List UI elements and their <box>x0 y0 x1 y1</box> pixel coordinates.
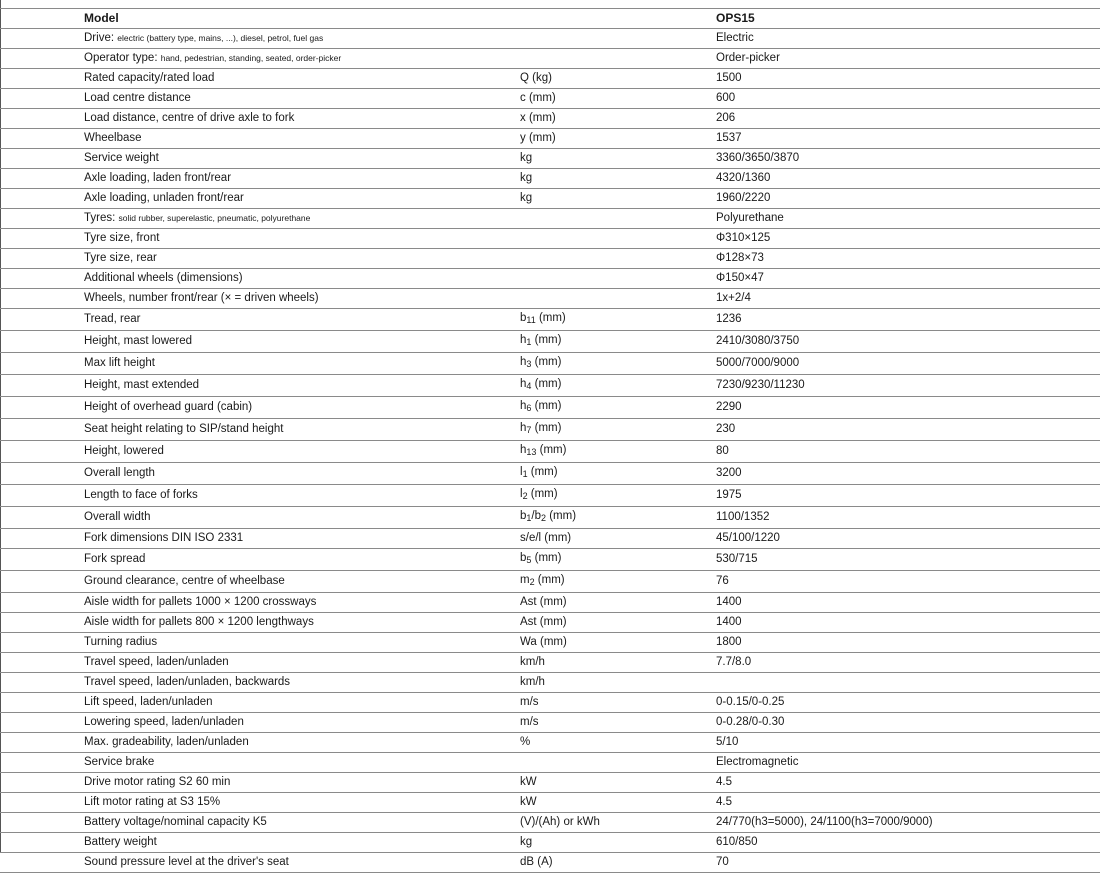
spec-name: Seat height relating to SIP/stand height <box>84 423 284 435</box>
header-unit-cell <box>508 9 702 29</box>
spec-unit: (mm) <box>535 312 566 324</box>
spec-unit: h <box>520 378 527 390</box>
spec-name-cell <box>0 209 508 229</box>
spec-name: Battery voltage/nominal capacity K5 <box>84 816 267 828</box>
spec-value: 7230/9230/11230 <box>702 375 1100 397</box>
spec-unit: b <box>520 552 527 564</box>
spec-unit: h <box>520 422 527 434</box>
spec-note: solid rubber, superelastic, pneumatic, polyurethane <box>118 213 311 223</box>
spec-unit-cell <box>508 169 702 189</box>
spec-name-cell <box>0 189 508 209</box>
spec-unit: (mm) <box>531 400 562 412</box>
table-row <box>0 29 1100 49</box>
spec-unit: dB (A) <box>520 856 553 868</box>
spec-unit: m <box>520 574 530 586</box>
spec-name: Axle loading, laden front/rear <box>84 172 232 184</box>
spec-value: 2410/3080/3750 <box>702 331 1100 353</box>
spec-unit-cell <box>508 673 702 693</box>
table-row <box>0 693 1100 713</box>
spec-unit-cell <box>508 633 702 653</box>
table-row <box>0 571 1100 593</box>
spec-unit: kg <box>520 192 533 204</box>
spec-value: 3200 <box>702 463 1100 485</box>
spec-name-cell <box>0 813 508 833</box>
spec-unit-cell <box>508 89 702 109</box>
table-row <box>0 773 1100 793</box>
spec-unit: b <box>520 510 527 522</box>
spec-value: 2290 <box>702 397 1100 419</box>
table-row <box>0 463 1100 485</box>
spec-name: Tyres: <box>84 212 116 224</box>
spec-note: hand, pedestrian, standing, seated, order-picker <box>160 53 342 63</box>
table-header-row <box>0 9 1100 29</box>
table-row <box>0 89 1100 109</box>
spec-value: 610/850 <box>702 833 1100 853</box>
spec-unit: l <box>520 466 523 478</box>
spec-value: 1236 <box>702 309 1100 331</box>
spec-unit: /b <box>531 510 542 522</box>
spec-unit-cell <box>508 375 702 397</box>
spec-unit-cell <box>508 549 702 571</box>
spec-name: Lift motor rating at S3 15% <box>84 796 221 808</box>
spec-unit-cell <box>508 485 702 507</box>
table-row <box>0 375 1100 397</box>
spec-unit-subscript: 1 <box>526 513 532 523</box>
table-row <box>0 653 1100 673</box>
spec-unit: Q (kg) <box>520 72 552 84</box>
spec-name: Load distance, centre of drive axle to fork <box>84 112 295 124</box>
table-row <box>0 353 1100 375</box>
spec-name: Fork dimensions DIN ISO 2331 <box>84 532 244 544</box>
table-row <box>0 169 1100 189</box>
table-row <box>0 549 1100 571</box>
spec-name-cell <box>0 29 508 49</box>
spec-unit: (mm) <box>531 552 562 564</box>
spec-name: Drive motor rating S2 60 min <box>84 776 231 788</box>
spec-unit-cell <box>508 713 702 733</box>
spec-unit: h <box>520 356 527 368</box>
spec-unit-cell <box>508 853 702 873</box>
spec-name-cell <box>0 693 508 713</box>
spec-name: Operator type: <box>84 52 158 64</box>
spec-unit-cell <box>508 229 702 249</box>
spec-name: Service weight <box>84 152 159 164</box>
spec-value: 1400 <box>702 593 1100 613</box>
table-row <box>0 529 1100 549</box>
spec-value: 1975 <box>702 485 1100 507</box>
spec-name-cell <box>0 397 508 419</box>
spec-unit: (mm) <box>531 356 562 368</box>
spec-value: 1x+2/4 <box>702 289 1100 309</box>
spec-name: Height, mast extended <box>84 379 200 391</box>
spec-unit-cell <box>508 309 702 331</box>
spec-name: Travel speed, laden/unladen, backwards <box>84 676 291 688</box>
spec-name-cell <box>0 853 508 873</box>
spec-name: Tyre size, front <box>84 232 160 244</box>
table-row <box>0 331 1100 353</box>
spec-unit-cell <box>508 813 702 833</box>
spec-name-cell <box>0 419 508 441</box>
spec-value: 530/715 <box>702 549 1100 571</box>
spec-name: Height, lowered <box>84 445 164 457</box>
table-row <box>0 109 1100 129</box>
spec-unit: Wa (mm) <box>520 636 567 648</box>
table-row <box>0 69 1100 89</box>
spec-value: Electric <box>702 29 1100 49</box>
spec-name-cell <box>0 507 508 529</box>
spec-value: 0-0.15/0-0.25 <box>702 693 1100 713</box>
spec-unit-cell <box>508 593 702 613</box>
spec-name-cell <box>0 289 508 309</box>
spec-name-cell <box>0 129 508 149</box>
table-row <box>0 633 1100 653</box>
spec-unit: h <box>520 444 527 456</box>
spec-value: 1100/1352 <box>702 507 1100 529</box>
spec-unit: (mm) <box>546 510 577 522</box>
spec-unit-subscript: 11 <box>526 315 536 325</box>
spec-unit: (mm) <box>531 334 562 346</box>
spec-name: Sound pressure level at the driver's seat <box>84 856 289 868</box>
table-row <box>0 853 1100 873</box>
table-row <box>0 753 1100 773</box>
table-row <box>0 149 1100 169</box>
spec-name-cell <box>0 463 508 485</box>
spec-unit: (mm) <box>531 422 562 434</box>
spec-unit-cell <box>508 693 702 713</box>
spec-name-cell <box>0 593 508 613</box>
spec-name-cell <box>0 331 508 353</box>
table-row <box>0 189 1100 209</box>
spec-unit-cell <box>508 733 702 753</box>
spec-unit-subscript: 2 <box>522 491 528 501</box>
spec-name-cell <box>0 633 508 653</box>
spec-unit: km/h <box>520 656 545 668</box>
spec-name: Rated capacity/rated load <box>84 72 215 84</box>
spec-name: Lift speed, laden/unladen <box>84 696 213 708</box>
spec-name: Service brake <box>84 756 155 768</box>
spec-name: Drive: <box>84 32 115 44</box>
spec-unit: x (mm) <box>520 112 556 124</box>
table-row <box>0 229 1100 249</box>
table-row <box>0 129 1100 149</box>
spec-unit: kg <box>520 836 533 848</box>
spec-name: Overall length <box>84 467 155 479</box>
spec-unit: kW <box>520 776 537 788</box>
spec-unit-cell <box>508 269 702 289</box>
table-row <box>0 833 1100 853</box>
spec-name: Ground clearance, centre of wheelbase <box>84 575 285 587</box>
table-row <box>0 673 1100 693</box>
spec-unit: % <box>520 736 531 748</box>
spec-unit: c (mm) <box>520 92 556 104</box>
spec-unit-cell <box>508 69 702 89</box>
spec-unit-cell <box>508 571 702 593</box>
table-row <box>0 593 1100 613</box>
spec-value: 4.5 <box>702 793 1100 813</box>
spec-unit-subscript: 7 <box>526 425 532 435</box>
spec-unit-cell <box>508 109 702 129</box>
spec-name: Max lift height <box>84 357 155 369</box>
spec-value <box>702 673 1100 693</box>
spec-table-body <box>0 9 1100 873</box>
spec-unit: m/s <box>520 716 539 728</box>
spec-unit: (mm) <box>527 466 558 478</box>
table-row <box>0 397 1100 419</box>
spec-name-cell <box>0 109 508 129</box>
table-row <box>0 269 1100 289</box>
spec-name: Wheels, number front/rear (× = driven wheels) <box>84 292 319 304</box>
spec-name: Battery weight <box>84 836 157 848</box>
spec-name: Travel speed, laden/unladen <box>84 656 229 668</box>
spec-value: Order-picker <box>702 49 1100 69</box>
spec-value: Polyurethane <box>702 209 1100 229</box>
spec-value: 1800 <box>702 633 1100 653</box>
spec-name: Load centre distance <box>84 92 191 104</box>
spec-unit: s/e/l (mm) <box>520 532 572 544</box>
header-model-label: Model <box>0 9 508 29</box>
spec-value: 76 <box>702 571 1100 593</box>
spec-unit-cell <box>508 189 702 209</box>
spec-value: 230 <box>702 419 1100 441</box>
spec-name: Height, mast lowered <box>84 335 193 347</box>
spec-name: Height of overhead guard (cabin) <box>84 401 253 413</box>
spec-name-cell <box>0 773 508 793</box>
spec-name: Tyre size, rear <box>84 252 157 264</box>
table-row <box>0 793 1100 813</box>
spec-unit: kW <box>520 796 537 808</box>
spec-value: 4320/1360 <box>702 169 1100 189</box>
table-row <box>0 613 1100 633</box>
spec-value: 1960/2220 <box>702 189 1100 209</box>
spec-unit-cell <box>508 419 702 441</box>
spec-unit-subscript: 5 <box>526 555 532 565</box>
spec-name: Lowering speed, laden/unladen <box>84 716 244 728</box>
spec-unit: (mm) <box>531 378 562 390</box>
spec-name-cell <box>0 529 508 549</box>
spec-unit: (mm) <box>527 488 558 500</box>
spec-unit: kg <box>520 172 533 184</box>
spec-name-cell <box>0 733 508 753</box>
spec-unit-cell <box>508 49 702 69</box>
spec-name-cell <box>0 673 508 693</box>
spec-unit-subscript: 3 <box>526 359 532 369</box>
spec-name-cell <box>0 249 508 269</box>
table-row <box>0 419 1100 441</box>
spec-name: Aisle width for pallets 1000 × 1200 crossways <box>84 596 317 608</box>
spec-unit-cell <box>508 753 702 773</box>
spec-unit: Ast (mm) <box>520 596 567 608</box>
spec-unit: km/h <box>520 676 545 688</box>
spec-name-cell <box>0 713 508 733</box>
spec-unit-subscript: 4 <box>526 381 532 391</box>
spec-unit-subscript: 6 <box>526 403 532 413</box>
spec-value: 0-0.28/0-0.30 <box>702 713 1100 733</box>
spec-name-cell <box>0 229 508 249</box>
spec-unit-cell <box>508 249 702 269</box>
table-row <box>0 49 1100 69</box>
spec-value: 5000/7000/9000 <box>702 353 1100 375</box>
spec-name-cell <box>0 149 508 169</box>
spec-name: Fork spread <box>84 553 146 565</box>
spec-value: 3360/3650/3870 <box>702 149 1100 169</box>
spec-unit-cell <box>508 653 702 673</box>
spec-unit-subscript: 1 <box>526 337 532 347</box>
spec-value: 80 <box>702 441 1100 463</box>
table-row <box>0 289 1100 309</box>
spec-unit: h <box>520 400 527 412</box>
spec-name: Aisle width for pallets 800 × 1200 lengthways <box>84 616 314 628</box>
spec-unit-cell <box>508 507 702 529</box>
spec-name-cell <box>0 309 508 331</box>
spec-name-cell <box>0 269 508 289</box>
spec-value: 70 <box>702 853 1100 873</box>
spec-name: Max. gradeability, laden/unladen <box>84 736 249 748</box>
spec-value: 7.7/8.0 <box>702 653 1100 673</box>
spec-unit-cell <box>508 29 702 49</box>
spec-unit: b <box>520 312 527 324</box>
spec-name-cell <box>0 375 508 397</box>
spec-unit-cell <box>508 289 702 309</box>
spec-name: Turning radius <box>84 636 158 648</box>
spec-name: Overall width <box>84 511 151 523</box>
table-row <box>0 441 1100 463</box>
spec-name: Additional wheels (dimensions) <box>84 272 243 284</box>
spec-unit-cell <box>508 397 702 419</box>
spec-name-cell <box>0 485 508 507</box>
spec-unit: l <box>520 488 523 500</box>
spec-unit-cell <box>508 149 702 169</box>
spec-unit-cell <box>508 833 702 853</box>
spec-name-cell <box>0 753 508 773</box>
spec-value: 1537 <box>702 129 1100 149</box>
spec-unit-cell <box>508 613 702 633</box>
spec-value: Electromagnetic <box>702 753 1100 773</box>
spec-name-cell <box>0 89 508 109</box>
spec-value: 45/100/1220 <box>702 529 1100 549</box>
spec-unit: (mm) <box>534 574 565 586</box>
spec-name-cell <box>0 549 508 571</box>
spec-name-cell <box>0 441 508 463</box>
spec-value: 24/770(h3=5000), 24/1100(h3=7000/9000) <box>702 813 1100 833</box>
spec-unit-cell <box>508 353 702 375</box>
spec-name: Wheelbase <box>84 132 142 144</box>
spec-unit-cell <box>508 529 702 549</box>
table-row <box>0 733 1100 753</box>
spec-unit-subscript: 13 <box>526 447 537 457</box>
spec-name-cell <box>0 49 508 69</box>
spec-name-cell <box>0 571 508 593</box>
spec-note: electric (battery type, mains, ...), diesel, petrol, fuel gas <box>117 33 324 43</box>
spec-unit: y (mm) <box>520 132 556 144</box>
spec-value: Φ150×47 <box>702 269 1100 289</box>
table-row <box>0 713 1100 733</box>
spec-name-cell <box>0 169 508 189</box>
spec-unit-cell <box>508 331 702 353</box>
spec-unit-cell <box>508 129 702 149</box>
spec-unit-subscript: 1 <box>522 469 528 479</box>
spec-value: 1500 <box>702 69 1100 89</box>
spec-unit: h <box>520 334 527 346</box>
spec-value: 5/10 <box>702 733 1100 753</box>
spec-unit-subscript: 2 <box>541 513 547 523</box>
spec-name-cell <box>0 653 508 673</box>
table-row <box>0 813 1100 833</box>
spec-name: Axle loading, unladen front/rear <box>84 192 244 204</box>
spec-unit: (mm) <box>536 444 567 456</box>
spec-name: Tread, rear <box>84 313 141 325</box>
spec-value: 206 <box>702 109 1100 129</box>
spec-value: Φ310×125 <box>702 229 1100 249</box>
spec-value: Φ128×73 <box>702 249 1100 269</box>
spec-name-cell <box>0 69 508 89</box>
table-row <box>0 485 1100 507</box>
spec-name-cell <box>0 613 508 633</box>
spec-unit-cell <box>508 773 702 793</box>
spec-unit-subscript: 2 <box>529 577 535 587</box>
spec-unit: (V)/(Ah) or kWh <box>520 816 600 828</box>
spec-unit-cell <box>508 463 702 485</box>
spec-unit: Ast (mm) <box>520 616 567 628</box>
table-row <box>0 249 1100 269</box>
table-row <box>0 309 1100 331</box>
spec-value: 4.5 <box>702 773 1100 793</box>
spec-table <box>0 8 1100 873</box>
spec-name: Length to face of forks <box>84 489 198 501</box>
spec-name-cell <box>0 353 508 375</box>
spec-unit-cell <box>508 441 702 463</box>
spec-unit-cell <box>508 209 702 229</box>
table-row <box>0 209 1100 229</box>
spec-name-cell <box>0 833 508 853</box>
spec-unit: m/s <box>520 696 539 708</box>
spec-unit-cell <box>508 793 702 813</box>
header-model-value: OPS15 <box>702 9 1100 29</box>
spec-unit: kg <box>520 152 533 164</box>
spec-name-cell <box>0 793 508 813</box>
spec-value: 1400 <box>702 613 1100 633</box>
spec-value: 600 <box>702 89 1100 109</box>
table-row <box>0 507 1100 529</box>
